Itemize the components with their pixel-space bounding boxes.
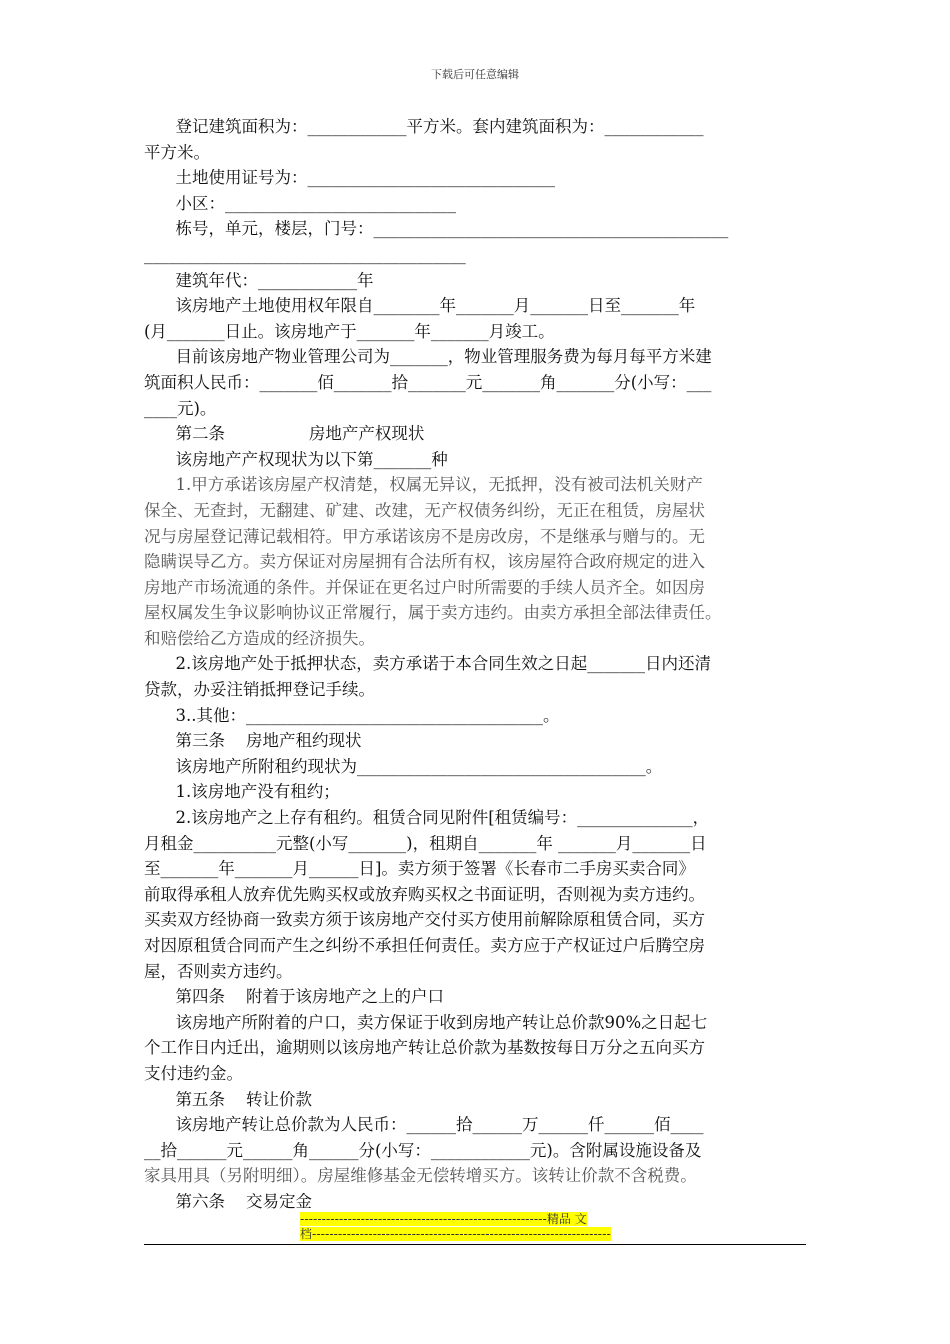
text-line: 平方米。 bbox=[144, 142, 210, 162]
text-line: 支付违约金。 bbox=[144, 1063, 243, 1083]
text-line: 该房地产所附着的户口，卖方保证于收到房地产转让总价款90%之日起七 bbox=[144, 1012, 708, 1032]
text-line: 该房地产所附租约现状为___________________________________。 bbox=[144, 756, 663, 776]
text-line: 隐瞒误导乙方。卖方保证对房屋拥有合法所有权，该房屋符合政府规定的进入 bbox=[144, 552, 705, 572]
text-line: (月_______日止。该房地产于_______年_______月竣工。 bbox=[144, 321, 555, 341]
text-line: 前取得承租人放弃优先购买权或放弃购买权之书面证明，否则视为卖方违约。 bbox=[144, 884, 705, 904]
text-line: 小区：____________________________ bbox=[144, 193, 456, 213]
section-heading: 第六条 交易定金 bbox=[144, 1191, 312, 1211]
text-line: 1.甲方承诺该房屋产权清楚，权属无异议，无抵押，没有被司法机关财产 bbox=[144, 475, 703, 495]
text-line: 月租金__________元整(小写_______)，租期自_______年 _______月_______日 bbox=[144, 833, 707, 853]
text-line: 和赔偿给乙方造成的经济损失。 bbox=[144, 628, 375, 648]
text-line: 1.该房地产没有租约； bbox=[144, 782, 340, 802]
text-line: ____元)。 bbox=[144, 398, 217, 418]
text-line: 该房地产转让总价款为人民币：______拾______万______仟______佰____ bbox=[144, 1115, 704, 1135]
section-heading: 第四条 附着于该房地产之上的户口 bbox=[144, 987, 444, 1007]
text-line: 至_______年_______月______日]。卖方须于签署《长春市二手房买卖合同》 bbox=[144, 859, 695, 879]
text-line: 个工作日内迁出，逾期则以该房地产转让总价款为基数按每日万分之五向买方 bbox=[144, 1038, 705, 1058]
text-line: 筑面积人民币：_______佰_______拾_______元_______角_______分(小写：___ bbox=[144, 372, 712, 392]
text-line: 土地使用证号为：______________________________ bbox=[144, 168, 555, 188]
text-line: 2.该房地产处于抵押状态，卖方承诺于本合同生效之日起_______日内还清 bbox=[144, 654, 711, 674]
footer-divider bbox=[144, 1244, 806, 1245]
text-line: 屋，否则卖方违约。 bbox=[144, 961, 293, 981]
text-line: _______________________________________ bbox=[144, 244, 466, 264]
text-line: 况与房屋登记薄记载相符。甲方承诺该房不是房改房，不是继承与赠与的。无 bbox=[144, 526, 705, 546]
text-line: 对因原租赁合同而产生之纠纷不承担任何责任。卖方应于产权证过户后腾空房 bbox=[144, 936, 705, 955]
text-line: 目前该房地产物业管理公司为_______，物业管理服务费为每月每平方米建 bbox=[144, 347, 712, 367]
section-heading: 第三条 房地产租约现状 bbox=[144, 731, 362, 751]
text-line: 保全、无查封，无翻建、矿建、改建，无产权债务纠纷，无正在租赁，房屋状 bbox=[144, 500, 705, 520]
text-line: 屋权属发生争议影响协议正常履行，属于卖方违约。由卖方承担全部法律责任。 bbox=[144, 603, 722, 623]
page-header: 下载后可任意编辑 bbox=[431, 68, 519, 81]
footer-line: ---------------------------------------------------------精品 文 bbox=[300, 1212, 587, 1226]
text-line: 登记建筑面积为：____________平方米。套内建筑面积为：____________ bbox=[144, 117, 704, 136]
section-heading: 第二条 房地产产权现状 bbox=[144, 424, 425, 444]
text-line: 该房地产产权现状为以下第_______种 bbox=[144, 449, 448, 469]
text-line: __拾______元______角______分(小写：____________元)。含附属设施设备及 bbox=[144, 1140, 702, 1160]
footer-line: 档--------------------------------------------------------------------- bbox=[300, 1227, 611, 1241]
text-line: 房地产市场流通的条件。并保证在更名过户时所需要的手续人员齐全。如因房 bbox=[144, 577, 705, 597]
section-heading: 第五条 转让价款 bbox=[144, 1089, 312, 1109]
text-line: 2.该房地产之上存有租约。租赁合同见附件[租赁编号：______________， bbox=[144, 808, 710, 828]
text-line: 贷款，办妥注销抵押登记手续。 bbox=[144, 680, 375, 700]
text-line: 买卖双方经协商一致卖方须于该房地产交付买方使用前解除原租赁合同，买方 bbox=[144, 910, 705, 930]
page-footer bbox=[300, 1212, 611, 1242]
text-line: 栋号，单元，楼层，门号：___________________________________________ bbox=[144, 219, 729, 239]
text-line: 该房地产土地使用权年限自________年_______月_______日至_______年 bbox=[144, 296, 696, 316]
contract-body bbox=[144, 114, 812, 1215]
text-line: 家具用具（另附明细）。房屋维修基金无偿转增买方。该转让价款不含税费。 bbox=[144, 1166, 697, 1186]
text-line: 建筑年代：____________年 bbox=[144, 270, 374, 290]
text-line: 3..其他：____________________________________。 bbox=[144, 705, 560, 725]
